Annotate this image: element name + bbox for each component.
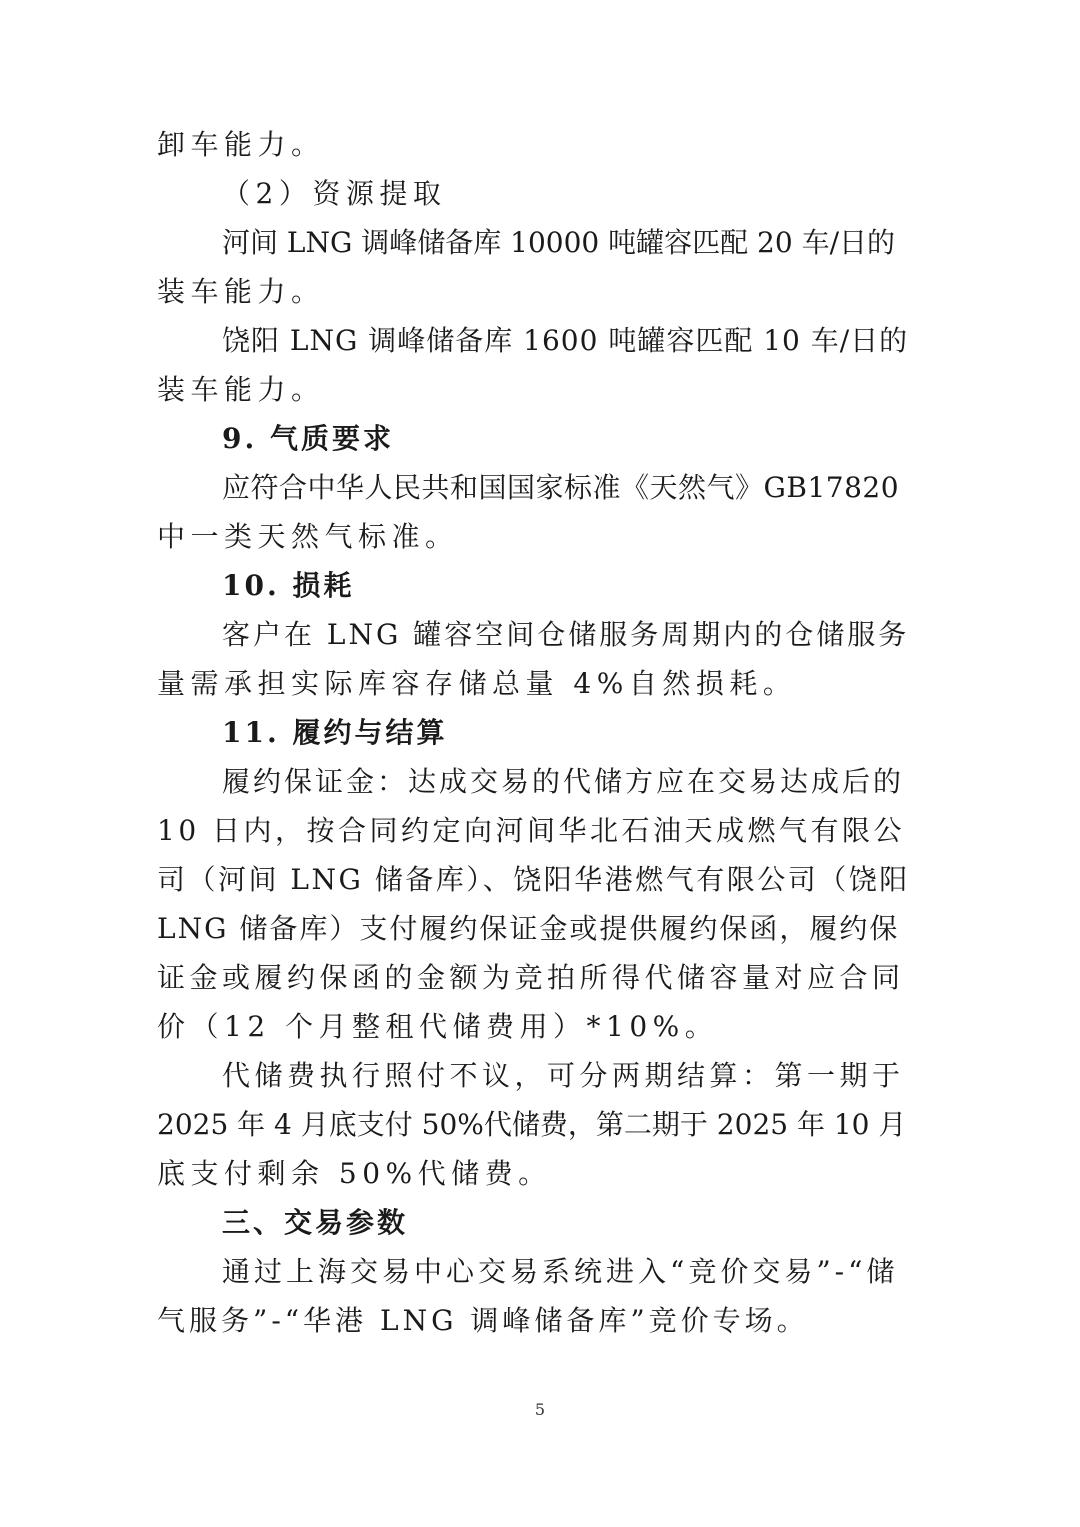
text-line: 2025 年 4 月底支付 50%代储费，第二期于 2025 年 10 月 — [157, 1108, 907, 1141]
section-heading: 9. 气质要求 — [222, 422, 394, 455]
text-line: 量需承担实际库容存储总量 4%自然损耗。 — [157, 667, 797, 700]
text-line: 中一类天然气标准。 — [157, 520, 459, 553]
text-line: 装车能力。 — [157, 275, 325, 308]
text-line: 河间 LNG 调峰储备库 10000 吨罐容匹配 20 车/日的 — [222, 226, 895, 259]
text-line: 装车能力。 — [157, 373, 325, 406]
text-line: 履约保证金：达成交易的代储方应在交易达成后的 — [222, 765, 905, 798]
section-heading: 11. 履约与结算 — [222, 716, 448, 749]
subsection-heading: （2）资源提取 — [222, 177, 447, 210]
text-line: LNG 储备库）支付履约保证金或提供履约保函，履约保 — [157, 912, 900, 945]
text-line: 价（12 个月整租代储费用）*10%。 — [157, 1010, 719, 1043]
text-line: 饶阳 LNG 调峰储备库 1600 吨罐容匹配 10 车/日的 — [222, 324, 909, 357]
text-line: 应符合中华人民共和国国家标准《天然气》GB17820 — [222, 471, 900, 504]
text-line: 卸车能力。 — [157, 128, 325, 161]
text-line: 代储费执行照付不议，可分两期结算：第一期于 — [222, 1059, 905, 1092]
text-line: 司（河间 LNG 储备库）、饶阳华港燃气有限公司（饶阳 — [157, 863, 910, 896]
text-line: 底支付剩余 50%代储费。 — [157, 1157, 552, 1190]
text-line: 10 日内，按合同约定向河间华北石油天成燃气有限公 — [157, 814, 906, 847]
text-line: 气服务”-“华港 LNG 调峰储备库”竞价专场。 — [157, 1304, 809, 1337]
section-heading: 三、交易参数 — [222, 1206, 409, 1239]
text-line: 证金或履约保函的金额为竞拍所得代储容量对应合同 — [157, 961, 905, 994]
page-number: 5 — [534, 1400, 546, 1419]
section-heading: 10. 损耗 — [222, 569, 355, 602]
text-line: 客户在 LNG 罐容空间仓储服务周期内的仓储服务 — [222, 618, 910, 651]
text-line: 通过上海交易中心交易系统进入“竞价交易”-“储 — [222, 1255, 899, 1288]
